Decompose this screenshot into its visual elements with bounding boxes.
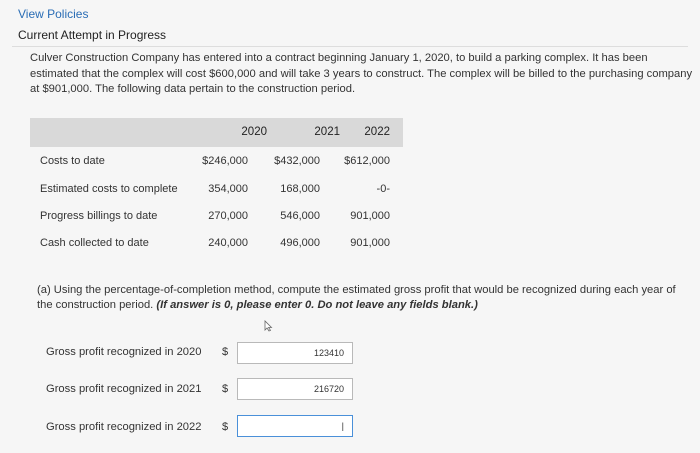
cell-costs-2020: $246,000 — [202, 155, 248, 167]
currency-2020: $ — [222, 346, 229, 358]
question-prompt — [37, 283, 692, 312]
cell-billings-2020: 270,000 — [208, 210, 248, 222]
cell-billings-2022: 901,000 — [350, 210, 390, 222]
problem-statement: Culver Construction Company has entered into a contract beginning January 1, 2020, to build a parking complex. It has been estimated that the complex will cost $600,000 and will take 3 years to construct. The complex will be billed to the purchasing company at $901,000. The following data pertain to the construction period. — [30, 52, 693, 95]
cell-costs-2021: $432,000 — [274, 155, 320, 167]
cell-cash-2021: 496,000 — [280, 237, 320, 249]
cell-billings-2021: 546,000 — [280, 210, 320, 222]
year-header-2021: 2021 — [314, 126, 340, 138]
year-header-2020: 2020 — [241, 126, 267, 138]
mouse-pointer-icon — [262, 320, 274, 332]
row-label-cash-collected: Cash collected to date — [40, 237, 149, 249]
question-note: (If answer is 0, please enter 0. Do not leave any fields blank.) — [156, 298, 478, 311]
cell-estimated-2022: -0- — [376, 183, 390, 195]
cell-cash-2022: 901,000 — [350, 237, 390, 249]
year-header-2022: 2022 — [364, 126, 390, 138]
cell-cash-2020: 240,000 — [208, 237, 248, 249]
cell-estimated-2021: 168,000 — [280, 183, 320, 195]
currency-2021: $ — [222, 383, 229, 395]
gross-profit-2021-input[interactable] — [237, 378, 353, 400]
gross-profit-2020-input[interactable] — [237, 342, 353, 364]
gross-profit-2020-label: Gross profit recognized in 2020 — [46, 346, 202, 358]
header-divider — [12, 46, 688, 47]
row-label-progress-billings: Progress billings to date — [40, 210, 158, 222]
gross-profit-2021-label: Gross profit recognized in 2021 — [46, 383, 202, 395]
currency-2022: $ — [222, 421, 229, 433]
gross-profit-2022-input[interactable] — [237, 415, 353, 437]
view-policies-link[interactable]: View Policies — [18, 7, 89, 21]
cell-costs-2022: $612,000 — [344, 155, 390, 167]
attempt-status: Current Attempt in Progress — [18, 28, 167, 42]
gross-profit-2022-label: Gross profit recognized in 2022 — [46, 421, 202, 433]
row-label-estimated-costs: Estimated costs to complete — [40, 183, 178, 195]
row-label-costs-to-date: Costs to date — [40, 155, 105, 167]
question-text: (a) Using the percentage-of-completion method, compute the estimated gross profit that would be recognized during each year of the construction period. — [37, 284, 676, 311]
cell-estimated-2020: 354,000 — [208, 183, 248, 195]
